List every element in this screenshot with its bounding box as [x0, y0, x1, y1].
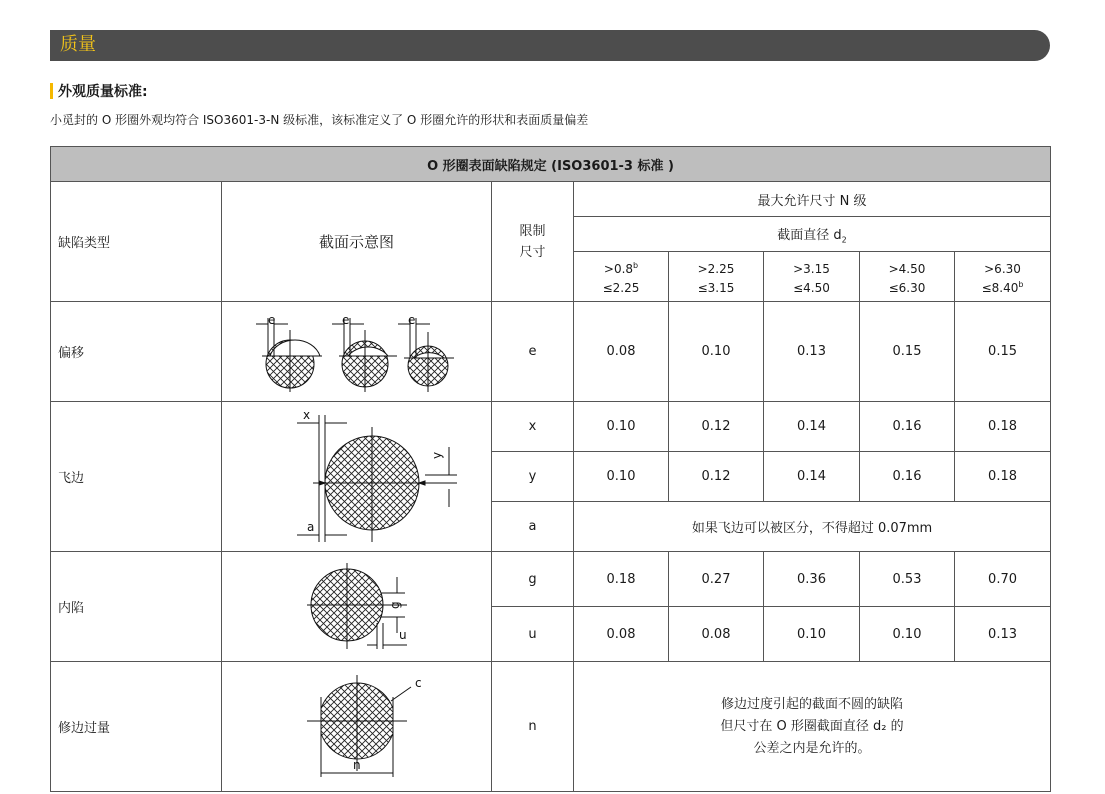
value-cell: 0.70	[955, 552, 1051, 607]
section-description: 小觅封的 O 形圈外观均符合 ISO3601-3-N 级标准，该标准定义了 O 形圈允许的形状和表面质量偏差	[50, 113, 589, 127]
value-cell: 0.13	[955, 607, 1051, 662]
header-defect-type: 缺陷类型	[51, 182, 222, 302]
range-header	[860, 252, 955, 302]
dim-x: x	[492, 402, 574, 452]
label-c: c	[414, 675, 422, 690]
label-e: e	[341, 312, 349, 327]
flash-a-note: 如果飞边可以被区分，不得超过 0.07mm	[574, 502, 1051, 552]
value-cell: 0.08	[574, 302, 669, 402]
label-y: y	[429, 451, 444, 459]
value-cell: 0.14	[764, 402, 860, 452]
defect-type-sink: 内陷	[51, 552, 222, 662]
defect-table	[50, 146, 1051, 792]
range-low: >2.25	[697, 261, 735, 276]
range-low: >3.15	[793, 261, 830, 276]
value-cell: 0.16	[860, 402, 955, 452]
dim-a: a	[492, 502, 574, 552]
range-low: >6.30	[984, 261, 1021, 276]
section-heading	[50, 82, 148, 100]
header-max-allowed: 最大允许尺寸 N 级	[574, 182, 1051, 217]
trim-diagram-svg	[257, 667, 457, 787]
value-cell: 0.15	[860, 302, 955, 402]
flash-diagram	[222, 402, 492, 552]
header-diagram: 截面示意图	[222, 182, 492, 302]
section-title: 外观质量标准:	[58, 84, 148, 100]
value-cell: 0.12	[669, 452, 764, 502]
banner-title: 质量	[60, 34, 96, 55]
heading-accent-bar	[50, 83, 53, 99]
range-high: ≤6.30	[888, 280, 926, 295]
value-cell: 0.14	[764, 452, 860, 502]
range-high: ≤8.40	[981, 280, 1019, 295]
sink-diagram	[222, 552, 492, 662]
range-header	[955, 252, 1051, 302]
offset-diagram-svg	[242, 312, 472, 392]
range-sup: b	[633, 260, 639, 270]
range-header	[764, 252, 860, 302]
value-cell: 0.08	[574, 607, 669, 662]
dim-n: n	[492, 662, 574, 792]
value-cell: 0.13	[764, 302, 860, 402]
label-x: x	[302, 407, 310, 422]
range-header	[574, 252, 669, 302]
label-u: u	[398, 627, 407, 642]
range-high: ≤3.15	[697, 280, 735, 295]
value-cell: 0.27	[669, 552, 764, 607]
label-n: n	[352, 757, 361, 772]
table-title: O 形圈表面缺陷规定 (ISO3601-3 标准 )	[51, 147, 1051, 182]
label-g: g	[387, 600, 402, 609]
value-cell: 0.16	[860, 452, 955, 502]
label-e: e	[267, 312, 275, 327]
value-cell: 0.10	[860, 607, 955, 662]
trim-note-line: 但尺寸在 O 形圈截面直径 d₂ 的	[720, 718, 904, 734]
value-cell: 0.36	[764, 552, 860, 607]
range-header	[669, 252, 764, 302]
trim-note	[574, 662, 1051, 792]
offset-diagram	[222, 302, 492, 402]
range-high: ≤2.25	[602, 280, 640, 295]
value-cell: 0.18	[574, 552, 669, 607]
dim-y: y	[492, 452, 574, 502]
dim-u: u	[492, 607, 574, 662]
sink-diagram-svg	[257, 557, 457, 657]
value-cell: 0.08	[669, 607, 764, 662]
defect-type-trim: 修边过量	[51, 662, 222, 792]
value-cell: 0.12	[669, 402, 764, 452]
limit-size-label: 限制尺寸	[519, 223, 546, 260]
value-cell: 0.10	[574, 452, 669, 502]
label-a: a	[306, 519, 314, 534]
trim-note-line: 公差之内是允许的。	[753, 740, 871, 756]
cross-diameter-sub: 2	[841, 235, 847, 245]
section-banner	[50, 30, 1050, 61]
flash-diagram-svg	[257, 407, 457, 547]
value-cell: 0.10	[764, 607, 860, 662]
label-e: e	[407, 312, 415, 327]
dim-e: e	[492, 302, 574, 402]
trim-note-line: 修边过度引起的截面不圆的缺陷	[721, 696, 904, 712]
range-sup: b	[1018, 279, 1024, 289]
range-low: >0.8	[603, 261, 634, 276]
trim-diagram	[222, 662, 492, 792]
dim-g: g	[492, 552, 574, 607]
value-cell: 0.18	[955, 452, 1051, 502]
range-high: ≤4.50	[793, 280, 830, 295]
range-low: >4.50	[888, 261, 926, 276]
value-cell: 0.53	[860, 552, 955, 607]
value-cell: 0.18	[955, 402, 1051, 452]
header-cross-diameter	[574, 217, 1051, 252]
value-cell: 0.15	[955, 302, 1051, 402]
value-cell: 0.10	[669, 302, 764, 402]
cross-diameter-label: 截面直径 d	[777, 227, 842, 243]
defect-type-flash: 飞边	[51, 402, 222, 552]
defect-type-offset: 偏移	[51, 302, 222, 402]
value-cell: 0.10	[574, 402, 669, 452]
header-limit-size	[492, 182, 574, 302]
